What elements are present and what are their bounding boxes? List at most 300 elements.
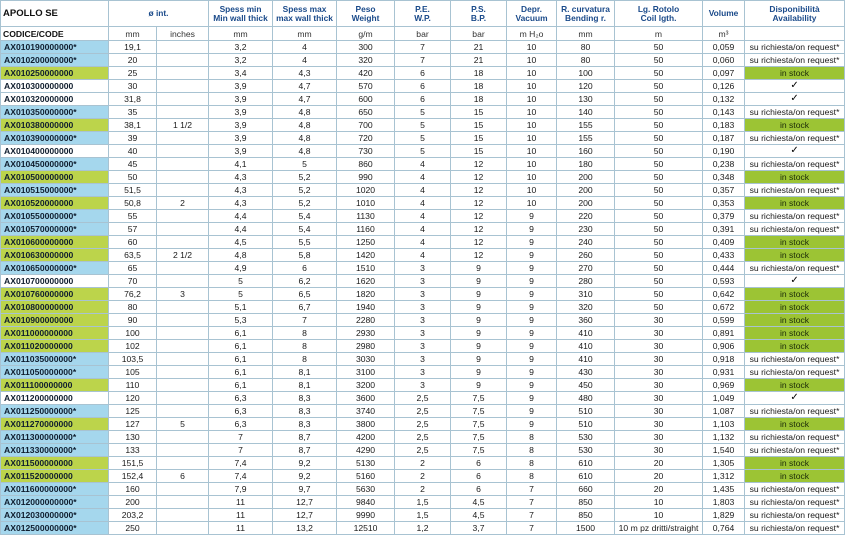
inner-diameter-inches-cell — [157, 184, 209, 197]
inner-diameter-mm-cell: 105 — [109, 366, 157, 379]
coil-length-cell: 50 — [615, 301, 703, 314]
volume-cell: 1,435 — [703, 483, 745, 496]
bending-radius-cell: 510 — [557, 418, 615, 431]
availability-cell: in stock — [745, 171, 845, 184]
weight-cell: 2930 — [337, 327, 395, 340]
inner-diameter-mm-cell: 200 — [109, 496, 157, 509]
coil-length-cell: 50 — [615, 184, 703, 197]
volume-cell: 0,238 — [703, 158, 745, 171]
min-wall-cell: 4,8 — [209, 249, 273, 262]
min-wall-cell: 4,5 — [209, 236, 273, 249]
burst-pressure-cell: 18 — [451, 93, 507, 106]
vacuum-cell: 9 — [507, 301, 557, 314]
inner-diameter-mm-cell: 103,5 — [109, 353, 157, 366]
code-cell: AX010800000000 — [1, 301, 109, 314]
col-header-bending-radius: R. curvatura Bending r. — [557, 1, 615, 27]
min-wall-cell: 11 — [209, 522, 273, 535]
bending-radius-cell: 230 — [557, 223, 615, 236]
code-cell: AX010380000000 — [1, 119, 109, 132]
inner-diameter-inches-cell — [157, 158, 209, 171]
unit-availability — [745, 27, 845, 41]
burst-pressure-cell: 18 — [451, 80, 507, 93]
vacuum-cell: 9 — [507, 405, 557, 418]
burst-pressure-cell: 9 — [451, 262, 507, 275]
weight-cell: 300 — [337, 41, 395, 54]
bending-radius-cell: 410 — [557, 327, 615, 340]
burst-pressure-cell: 9 — [451, 366, 507, 379]
max-wall-cell: 8,7 — [273, 431, 337, 444]
inner-diameter-inches-cell — [157, 106, 209, 119]
coil-length-cell: 50 — [615, 158, 703, 171]
min-wall-cell: 5 — [209, 288, 273, 301]
volume-cell: 0,143 — [703, 106, 745, 119]
bending-radius-cell: 610 — [557, 457, 615, 470]
coil-length-cell: 50 — [615, 41, 703, 54]
volume-cell: 0,593 — [703, 275, 745, 288]
inner-diameter-inches-cell — [157, 509, 209, 522]
bending-radius-cell: 410 — [557, 340, 615, 353]
weight-cell: 2280 — [337, 314, 395, 327]
weight-cell: 3740 — [337, 405, 395, 418]
volume-cell: 0,444 — [703, 262, 745, 275]
vacuum-cell: 9 — [507, 210, 557, 223]
burst-pressure-cell: 18 — [451, 67, 507, 80]
working-pressure-cell: 3 — [395, 327, 451, 340]
inner-diameter-mm-cell: 151,5 — [109, 457, 157, 470]
availability-cell: su richiesta/on request* — [745, 483, 845, 496]
volume-cell: 1,829 — [703, 509, 745, 522]
vacuum-cell: 10 — [507, 41, 557, 54]
availability-cell: in stock — [745, 470, 845, 483]
inner-diameter-inches-cell — [157, 457, 209, 470]
weight-cell: 1250 — [337, 236, 395, 249]
burst-pressure-cell: 7,5 — [451, 444, 507, 457]
bending-radius-cell: 155 — [557, 132, 615, 145]
burst-pressure-cell: 15 — [451, 145, 507, 158]
working-pressure-cell: 1,2 — [395, 522, 451, 535]
inner-diameter-inches-cell — [157, 67, 209, 80]
inner-diameter-inches-cell — [157, 80, 209, 93]
col-header-coil-length: Lg. Rotolo Coil lgth. — [615, 1, 703, 27]
code-cell: AX010190000000* — [1, 41, 109, 54]
burst-pressure-cell: 4,5 — [451, 509, 507, 522]
inner-diameter-mm-cell: 90 — [109, 314, 157, 327]
min-wall-cell: 4,4 — [209, 210, 273, 223]
working-pressure-cell: 2,5 — [395, 405, 451, 418]
inner-diameter-inches-cell: 6 — [157, 470, 209, 483]
max-wall-cell: 4,7 — [273, 80, 337, 93]
min-wall-cell: 3,9 — [209, 93, 273, 106]
code-cell: AX010570000000* — [1, 223, 109, 236]
working-pressure-cell: 5 — [395, 145, 451, 158]
max-wall-cell: 8,3 — [273, 392, 337, 405]
coil-length-cell: 50 — [615, 288, 703, 301]
min-wall-cell: 11 — [209, 509, 273, 522]
inner-diameter-mm-cell: 25 — [109, 67, 157, 80]
table-row — [1, 457, 845, 470]
weight-cell: 650 — [337, 106, 395, 119]
table-row — [1, 145, 845, 158]
table-row — [1, 106, 845, 119]
max-wall-cell: 12,7 — [273, 496, 337, 509]
burst-pressure-cell: 7,5 — [451, 392, 507, 405]
availability-cell: su richiesta/on request* — [745, 184, 845, 197]
code-cell: AX012000000000* — [1, 496, 109, 509]
volume-cell: 0,060 — [703, 54, 745, 67]
burst-pressure-cell: 7,5 — [451, 405, 507, 418]
volume-cell: 1,540 — [703, 444, 745, 457]
vacuum-cell: 10 — [507, 171, 557, 184]
code-cell: AX011300000000* — [1, 431, 109, 444]
coil-length-cell: 30 — [615, 444, 703, 457]
bending-radius-cell: 200 — [557, 197, 615, 210]
unit-inches: inches — [157, 27, 209, 41]
burst-pressure-cell: 21 — [451, 41, 507, 54]
vacuum-cell: 9 — [507, 379, 557, 392]
table-row — [1, 132, 845, 145]
burst-pressure-cell: 15 — [451, 132, 507, 145]
max-wall-cell: 4 — [273, 41, 337, 54]
vacuum-cell: 10 — [507, 80, 557, 93]
col-header-volume: Volume — [703, 1, 745, 27]
table-row — [1, 392, 845, 405]
inner-diameter-mm-cell: 57 — [109, 223, 157, 236]
working-pressure-cell: 6 — [395, 93, 451, 106]
burst-pressure-cell: 3,7 — [451, 522, 507, 535]
col-header-working-pressure: P.E. W.P. — [395, 1, 451, 27]
table-row — [1, 67, 845, 80]
weight-cell: 420 — [337, 67, 395, 80]
availability-cell: in stock — [745, 301, 845, 314]
unit-coil-length: m — [615, 27, 703, 41]
vacuum-cell: 10 — [507, 119, 557, 132]
vacuum-cell: 9 — [507, 366, 557, 379]
min-wall-cell: 5,1 — [209, 301, 273, 314]
vacuum-cell: 9 — [507, 392, 557, 405]
bending-radius-cell: 530 — [557, 444, 615, 457]
inner-diameter-inches-cell — [157, 431, 209, 444]
coil-length-cell: 10 — [615, 509, 703, 522]
volume-cell: 0,764 — [703, 522, 745, 535]
inner-diameter-mm-cell: 100 — [109, 327, 157, 340]
coil-length-cell: 20 — [615, 470, 703, 483]
volume-cell: 0,891 — [703, 327, 745, 340]
inner-diameter-mm-cell: 160 — [109, 483, 157, 496]
code-cell: AX010250000000 — [1, 67, 109, 80]
coil-length-cell: 50 — [615, 262, 703, 275]
inner-diameter-inches-cell — [157, 353, 209, 366]
max-wall-cell: 6 — [273, 262, 337, 275]
burst-pressure-cell: 6 — [451, 457, 507, 470]
availability-cell: su richiesta/on request* — [745, 405, 845, 418]
vacuum-cell: 7 — [507, 483, 557, 496]
working-pressure-cell: 4 — [395, 171, 451, 184]
vacuum-cell: 9 — [507, 340, 557, 353]
bending-radius-cell: 850 — [557, 509, 615, 522]
coil-length-cell: 50 — [615, 132, 703, 145]
bending-radius-cell: 160 — [557, 145, 615, 158]
code-cell: AX011020000000 — [1, 340, 109, 353]
volume-cell: 0,379 — [703, 210, 745, 223]
inner-diameter-mm-cell: 102 — [109, 340, 157, 353]
working-pressure-cell: 4 — [395, 236, 451, 249]
volume-cell: 0,126 — [703, 80, 745, 93]
max-wall-cell: 13,2 — [273, 522, 337, 535]
weight-cell: 990 — [337, 171, 395, 184]
max-wall-cell: 9,2 — [273, 457, 337, 470]
weight-cell: 12510 — [337, 522, 395, 535]
burst-pressure-cell: 9 — [451, 301, 507, 314]
weight-cell: 5630 — [337, 483, 395, 496]
weight-cell: 1820 — [337, 288, 395, 301]
table-row — [1, 54, 845, 67]
bending-radius-cell: 200 — [557, 184, 615, 197]
max-wall-cell: 7 — [273, 314, 337, 327]
working-pressure-cell: 2 — [395, 457, 451, 470]
min-wall-cell: 6,1 — [209, 366, 273, 379]
bending-radius-cell: 120 — [557, 80, 615, 93]
vacuum-cell: 8 — [507, 470, 557, 483]
inner-diameter-mm-cell: 63,5 — [109, 249, 157, 262]
inner-diameter-inches-cell — [157, 379, 209, 392]
coil-length-cell: 10 m pz dritti/straight — [615, 522, 703, 535]
coil-length-cell: 50 — [615, 249, 703, 262]
code-cell: AX010400000000 — [1, 145, 109, 158]
min-wall-cell: 6,1 — [209, 327, 273, 340]
table-row — [1, 483, 845, 496]
code-cell: AX011000000000 — [1, 327, 109, 340]
availability-cell: in stock — [745, 249, 845, 262]
table-row — [1, 509, 845, 522]
vacuum-cell: 10 — [507, 197, 557, 210]
max-wall-cell: 4,8 — [273, 132, 337, 145]
max-wall-cell: 6,2 — [273, 275, 337, 288]
coil-length-cell: 30 — [615, 392, 703, 405]
max-wall-cell: 6,7 — [273, 301, 337, 314]
max-wall-cell: 9,7 — [273, 483, 337, 496]
inner-diameter-mm-cell: 60 — [109, 236, 157, 249]
burst-pressure-cell: 7,5 — [451, 431, 507, 444]
inner-diameter-inches-cell: 3 — [157, 288, 209, 301]
bending-radius-cell: 260 — [557, 249, 615, 262]
max-wall-cell: 5,2 — [273, 184, 337, 197]
volume-cell: 1,803 — [703, 496, 745, 509]
availability-cell: su richiesta/on request* — [745, 223, 845, 236]
availability-check-icon: ✓ — [745, 392, 845, 405]
inner-diameter-inches-cell: 2 — [157, 197, 209, 210]
table-row — [1, 288, 845, 301]
code-cell: AX011050000000* — [1, 366, 109, 379]
coil-length-cell: 20 — [615, 483, 703, 496]
working-pressure-cell: 3 — [395, 288, 451, 301]
table-row — [1, 41, 845, 54]
inner-diameter-mm-cell: 38,1 — [109, 119, 157, 132]
weight-cell: 3600 — [337, 392, 395, 405]
coil-length-cell: 10 — [615, 496, 703, 509]
volume-cell: 0,132 — [703, 93, 745, 106]
inner-diameter-inches-cell — [157, 41, 209, 54]
min-wall-cell: 3,9 — [209, 80, 273, 93]
table-row — [1, 197, 845, 210]
max-wall-cell: 4,7 — [273, 93, 337, 106]
weight-cell: 1940 — [337, 301, 395, 314]
table-row — [1, 340, 845, 353]
min-wall-cell: 7,9 — [209, 483, 273, 496]
min-wall-cell: 3,9 — [209, 119, 273, 132]
availability-cell: in stock — [745, 288, 845, 301]
vacuum-cell: 9 — [507, 418, 557, 431]
bending-radius-cell: 270 — [557, 262, 615, 275]
min-wall-cell: 3,2 — [209, 54, 273, 67]
inner-diameter-inches-cell — [157, 405, 209, 418]
max-wall-cell: 5 — [273, 158, 337, 171]
weight-cell: 3800 — [337, 418, 395, 431]
burst-pressure-cell: 6 — [451, 470, 507, 483]
min-wall-cell: 7,4 — [209, 470, 273, 483]
inner-diameter-inches-cell: 5 — [157, 418, 209, 431]
code-cell: AX012030000000* — [1, 509, 109, 522]
min-wall-cell: 6,1 — [209, 340, 273, 353]
vacuum-cell: 8 — [507, 457, 557, 470]
coil-length-cell: 50 — [615, 275, 703, 288]
max-wall-cell: 4 — [273, 54, 337, 67]
working-pressure-cell: 7 — [395, 41, 451, 54]
min-wall-cell: 7 — [209, 444, 273, 457]
inner-diameter-inches-cell — [157, 314, 209, 327]
code-cell: AX011600000000* — [1, 483, 109, 496]
code-cell: AX010600000000 — [1, 236, 109, 249]
burst-pressure-cell: 12 — [451, 171, 507, 184]
inner-diameter-inches-cell — [157, 340, 209, 353]
volume-cell: 1,305 — [703, 457, 745, 470]
code-cell: AX011270000000 — [1, 418, 109, 431]
working-pressure-cell: 3 — [395, 353, 451, 366]
code-cell: AX011330000000* — [1, 444, 109, 457]
vacuum-cell: 10 — [507, 54, 557, 67]
weight-cell: 3100 — [337, 366, 395, 379]
availability-cell: su richiesta/on request* — [745, 41, 845, 54]
volume-cell: 0,642 — [703, 288, 745, 301]
working-pressure-cell: 3 — [395, 275, 451, 288]
inner-diameter-mm-cell: 203,2 — [109, 509, 157, 522]
series-title: APOLLO SE — [1, 1, 109, 27]
code-cell: AX010520000000 — [1, 197, 109, 210]
coil-length-cell: 50 — [615, 106, 703, 119]
burst-pressure-cell: 9 — [451, 340, 507, 353]
max-wall-cell: 9,2 — [273, 470, 337, 483]
min-wall-cell: 4,3 — [209, 184, 273, 197]
max-wall-cell: 5,2 — [273, 197, 337, 210]
volume-cell: 0,097 — [703, 67, 745, 80]
max-wall-cell: 4,8 — [273, 145, 337, 158]
unit-working-pressure: bar — [395, 27, 451, 41]
table-row — [1, 418, 845, 431]
bending-radius-cell: 220 — [557, 210, 615, 223]
coil-length-cell: 30 — [615, 327, 703, 340]
code-cell: AX011200000000 — [1, 392, 109, 405]
inner-diameter-inches-cell: 2 1/2 — [157, 249, 209, 262]
volume-cell: 0,969 — [703, 379, 745, 392]
min-wall-cell: 3,2 — [209, 41, 273, 54]
bending-radius-cell: 530 — [557, 431, 615, 444]
availability-cell: in stock — [745, 236, 845, 249]
bending-radius-cell: 140 — [557, 106, 615, 119]
coil-length-cell: 30 — [615, 431, 703, 444]
volume-cell: 0,187 — [703, 132, 745, 145]
inner-diameter-mm-cell: 70 — [109, 275, 157, 288]
table-body — [1, 41, 845, 535]
coil-length-cell: 50 — [615, 145, 703, 158]
inner-diameter-inches-cell — [157, 171, 209, 184]
table-row — [1, 184, 845, 197]
availability-cell: su richiesta/on request* — [745, 353, 845, 366]
working-pressure-cell: 5 — [395, 132, 451, 145]
working-pressure-cell: 2,5 — [395, 418, 451, 431]
availability-cell: su richiesta/on request* — [745, 444, 845, 457]
volume-cell: 0,353 — [703, 197, 745, 210]
burst-pressure-cell: 12 — [451, 249, 507, 262]
working-pressure-cell: 4 — [395, 210, 451, 223]
burst-pressure-cell: 6 — [451, 483, 507, 496]
bending-radius-cell: 850 — [557, 496, 615, 509]
vacuum-cell: 10 — [507, 158, 557, 171]
max-wall-cell: 8,3 — [273, 405, 337, 418]
inner-diameter-inches-cell — [157, 93, 209, 106]
volume-cell: 0,599 — [703, 314, 745, 327]
inner-diameter-mm-cell: 31,8 — [109, 93, 157, 106]
bending-radius-cell: 360 — [557, 314, 615, 327]
availability-cell: in stock — [745, 197, 845, 210]
weight-cell: 700 — [337, 119, 395, 132]
availability-cell: su richiesta/on request* — [745, 54, 845, 67]
unit-weight: g/m — [337, 27, 395, 41]
coil-length-cell: 30 — [615, 314, 703, 327]
working-pressure-cell: 6 — [395, 67, 451, 80]
working-pressure-cell: 7 — [395, 54, 451, 67]
inner-diameter-inches-cell — [157, 262, 209, 275]
code-cell: AX010390000000* — [1, 132, 109, 145]
working-pressure-cell: 1,5 — [395, 509, 451, 522]
table-row — [1, 93, 845, 106]
bending-radius-cell: 155 — [557, 119, 615, 132]
inner-diameter-mm-cell: 51,5 — [109, 184, 157, 197]
inner-diameter-inches-cell — [157, 392, 209, 405]
burst-pressure-cell: 7,5 — [451, 418, 507, 431]
inner-diameter-mm-cell: 30 — [109, 80, 157, 93]
min-wall-cell: 5 — [209, 275, 273, 288]
coil-length-cell: 30 — [615, 379, 703, 392]
min-wall-cell: 6,3 — [209, 392, 273, 405]
availability-cell: in stock — [745, 119, 845, 132]
code-cell: AX010300000000 — [1, 80, 109, 93]
vacuum-cell: 9 — [507, 314, 557, 327]
max-wall-cell: 8,7 — [273, 444, 337, 457]
burst-pressure-cell: 15 — [451, 119, 507, 132]
bending-radius-cell: 280 — [557, 275, 615, 288]
availability-cell: in stock — [745, 314, 845, 327]
vacuum-cell: 10 — [507, 67, 557, 80]
coil-length-cell: 50 — [615, 80, 703, 93]
min-wall-cell: 3,4 — [209, 67, 273, 80]
unit-burst-pressure: bar — [451, 27, 507, 41]
table-row — [1, 158, 845, 171]
inner-diameter-mm-cell: 110 — [109, 379, 157, 392]
inner-diameter-inches-cell — [157, 496, 209, 509]
inner-diameter-inches-cell — [157, 145, 209, 158]
working-pressure-cell: 4 — [395, 184, 451, 197]
vacuum-cell: 9 — [507, 275, 557, 288]
weight-cell: 1510 — [337, 262, 395, 275]
